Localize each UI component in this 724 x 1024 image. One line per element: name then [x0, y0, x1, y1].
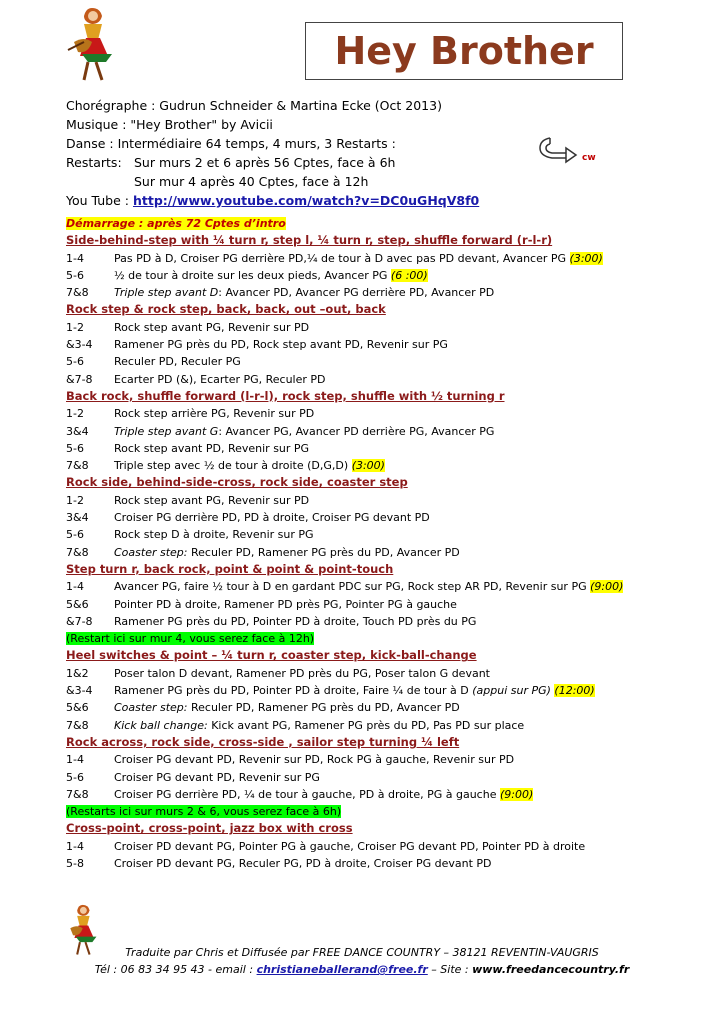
step-count: &3-4 [66, 684, 93, 698]
restarts-text-1: Sur murs 2 et 6 après 56 Cptes, face à 6h [134, 155, 396, 170]
step-label: Triple step avant G [114, 424, 219, 438]
section-title: Rock across, rock side, cross-side , sailor step turning ¼ left [66, 734, 460, 749]
section-title: Rock step & rock step, back, back, out –out, back [66, 302, 386, 317]
step-text: Avancer PG, faire ½ tour à D en gardant PDC sur PG, Rock step AR PD, Revenir sur PG [114, 580, 587, 594]
step-row [66, 751, 706, 768]
step-label: Coaster step: [114, 701, 188, 715]
step-row [66, 665, 706, 682]
page-title: Hey Brother [334, 29, 594, 73]
step-orientation: (6 :00) [390, 268, 428, 282]
step-count: 3&4 [66, 424, 89, 438]
step-count: 1-2 [66, 407, 84, 421]
dance-line: Danse : Intermédiaire 64 temps, 4 murs, 3 Restarts : [66, 136, 396, 151]
step-text: Rock step avant PG, Revenir sur PD [114, 320, 310, 334]
choreographer-line: Chorégraphe : Gudrun Schneider & Martina Ecke (Oct 2013) [66, 98, 442, 113]
step-label: Kick ball change: [114, 718, 208, 732]
step-row [66, 284, 706, 301]
step-row [66, 371, 706, 388]
step-row [66, 786, 706, 803]
step-orientation: (3:00) [351, 459, 385, 473]
step-row [66, 717, 706, 734]
step-count: 1-2 [66, 320, 84, 334]
step-count: &7-8 [66, 614, 93, 628]
section-title: Step turn r, back rock, point & point & point-touch [66, 561, 394, 576]
restart-note: (Restart ici sur mur 4, vous serez face à 12h) [66, 632, 315, 646]
step-row [66, 440, 706, 457]
step-text: Triple step avec ½ de tour à droite (D,G,D) [114, 459, 349, 473]
step-orientation: (3:00) [569, 251, 603, 265]
step-count: 5-6 [66, 770, 84, 784]
direction-label: cw [582, 153, 596, 163]
youtube-label: You Tube : [66, 193, 129, 208]
step-text: Ramener PG près du PD, Rock step avant PD, Revenir sur PG [114, 338, 448, 352]
step-text: Poser talon D devant, Ramener PD près du PG, Poser talon G devant [114, 666, 490, 680]
step-text: Ecarter PD (&), Ecarter PG, Reculer PD [114, 372, 326, 386]
clockwise-arrow-icon [536, 134, 580, 168]
section-title: Side-behind-step with ¼ turn r, step l, ¼ turn r, step, shuffle forward (r-l-r) [66, 233, 553, 248]
step-text: Ramener PG près du PD, Pointer PD à droite, Touch PD près du PG [114, 614, 477, 628]
step-row [66, 855, 706, 872]
section-row [66, 301, 706, 318]
step-row [66, 423, 706, 440]
step-text: Reculer PD, Ramener PG près du PD, Avancer PD [187, 545, 460, 559]
step-orientation: (12:00) [554, 684, 595, 698]
step-text: ½ de tour à droite sur les deux pieds, Avancer PG [114, 268, 388, 282]
step-text: Ramener PG près du PD, Pointer PD à droite, Faire ¼ de tour à D [114, 684, 473, 698]
step-count: 1-4 [66, 839, 84, 853]
step-row [66, 267, 706, 284]
section-row [66, 474, 706, 491]
step-text: Croiser PG devant PD, Revenir sur PD, Rock PG à gauche, Revenir sur PD [114, 753, 515, 767]
footer-site-label: – Site : [427, 963, 473, 976]
step-count: 3&4 [66, 511, 89, 525]
step-count: 1-4 [66, 753, 84, 767]
step-count: 5-6 [66, 528, 84, 542]
step-row [66, 526, 706, 543]
step-label: Triple step avant D [114, 286, 219, 300]
footer-site-link[interactable]: www.freedancecountry.fr [472, 963, 630, 976]
step-count: 1-4 [66, 580, 84, 594]
section-row [66, 232, 706, 249]
step-count: 7&8 [66, 787, 89, 801]
step-text: Croiser PD devant PG, Reculer PG, PD à droite, Croiser PG devant PD [114, 856, 492, 870]
step-row [66, 405, 706, 422]
restarts-label: Restarts: [66, 155, 122, 170]
step-count: &3-4 [66, 338, 93, 352]
step-text: Reculer PD, Reculer PG [114, 355, 241, 369]
section-title: Back rock, shuffle forward (l-r-l), rock step, shuffle with ½ turning r [66, 388, 505, 403]
step-text: Rock step avant PG, Revenir sur PD [114, 493, 310, 507]
step-row [66, 457, 706, 474]
step-row [66, 250, 706, 267]
step-count: 7&8 [66, 459, 89, 473]
footer-email-link[interactable]: christianeballerand@free.fr [256, 963, 428, 976]
step-text: Pointer PD à droite, Ramener PD près PG, Pointer PG à gauche [114, 597, 457, 611]
section-title: Cross-point, cross-point, jazz box with cross [66, 821, 353, 836]
step-row [66, 596, 706, 613]
step-orientation: (9:00) [590, 580, 624, 594]
step-sheet [66, 215, 706, 872]
step-row [66, 336, 706, 353]
step-row [66, 699, 706, 716]
section-row [66, 734, 706, 751]
step-text: Rock step avant PD, Revenir sur PG [114, 441, 310, 455]
section-row [66, 820, 706, 837]
step-row [66, 509, 706, 526]
step-count: 5-8 [66, 856, 84, 870]
step-count: 7&8 [66, 286, 89, 300]
step-count: 1&2 [66, 666, 89, 680]
step-count: 5-6 [66, 355, 84, 369]
step-row [66, 492, 706, 509]
restart-row [66, 803, 706, 820]
step-row [66, 544, 706, 561]
step-count: 1-4 [66, 251, 84, 265]
step-row [66, 578, 706, 595]
step-text: Reculer PD, Ramener PG près du PD, Avancer PD [187, 701, 460, 715]
restart-row [66, 630, 706, 647]
step-row [66, 838, 706, 855]
step-text: Croiser PD devant PG, Pointer PG à gauche, Croiser PG devant PD, Pointer PD à droite [114, 839, 586, 853]
restart-note: (Restarts ici sur murs 2 & 6, vous serez face à 6h) [66, 805, 342, 819]
step-text: Rock step D à droite, Revenir sur PG [114, 528, 314, 542]
youtube-line [66, 191, 479, 210]
step-count: 5&6 [66, 597, 89, 611]
title-box [305, 22, 623, 80]
restarts-line-1 [66, 153, 395, 172]
step-text: Kick avant PG, Ramener PG près du PD, Pas PD sur place [207, 718, 525, 732]
youtube-link[interactable]: http://www.youtube.com/watch?v=DC0uGHqV8f0 [132, 193, 480, 208]
step-row [66, 769, 706, 786]
step-count: 7&8 [66, 545, 89, 559]
music-line: Musique : "Hey Brother" by Avicii [66, 117, 273, 132]
step-count: 7&8 [66, 718, 89, 732]
step-count: 5-6 [66, 441, 84, 455]
step-count: 5&6 [66, 701, 89, 715]
step-text: Rock step arrière PG, Revenir sur PD [114, 407, 315, 421]
footer-tel: Tél : 06 83 34 95 43 - email : [94, 963, 257, 976]
step-label: Coaster step: [114, 545, 188, 559]
restarts-line-2 [66, 172, 368, 191]
step-count: 1-2 [66, 493, 84, 507]
footer-credit: Traduite par Chris et Diffusée par FREE DANCE COUNTRY – 38121 REVENTIN-VAUGRIS [125, 946, 599, 959]
intro-label: Démarrage : après 72 Cptes d’intro [66, 217, 286, 230]
step-text: Croiser PG derrière PD, PD à droite, Croiser PG devant PD [114, 511, 430, 525]
step-row [66, 682, 706, 699]
section-row [66, 388, 706, 405]
step-aside: (appui sur PG) [472, 684, 551, 698]
step-orientation: (9:00) [499, 787, 534, 801]
step-text: Croiser PG devant PD, Revenir sur PG [114, 770, 320, 784]
section-title: Rock side, behind-side-cross, rock side, coaster step [66, 475, 408, 490]
dancer-logo-top [62, 4, 120, 86]
footer-contact [0, 963, 724, 976]
step-count: &7-8 [66, 372, 93, 386]
step-row [66, 613, 706, 630]
restarts-text-2: Sur mur 4 après 40 Cptes, face à 12h [134, 174, 369, 189]
step-text: : Avancer PG, Avancer PD derrière PG, Avancer PG [218, 424, 495, 438]
step-text: : Avancer PD, Avancer PG derrière PD, Avancer PD [218, 286, 495, 300]
step-text: Pas PD à D, Croiser PG derrière PD,¼ de tour à D avec pas PD devant, Avancer PG [114, 251, 567, 265]
section-row [66, 561, 706, 578]
section-title: Heel switches & point – ¼ turn r, coaster step, kick-ball-change [66, 648, 477, 663]
step-text: Croiser PG derrière PD, ¼ de tour à gauche, PD à droite, PG à gauche [114, 787, 497, 801]
step-count: 5-6 [66, 268, 84, 282]
section-row [66, 647, 706, 664]
step-row [66, 319, 706, 336]
step-row [66, 353, 706, 370]
